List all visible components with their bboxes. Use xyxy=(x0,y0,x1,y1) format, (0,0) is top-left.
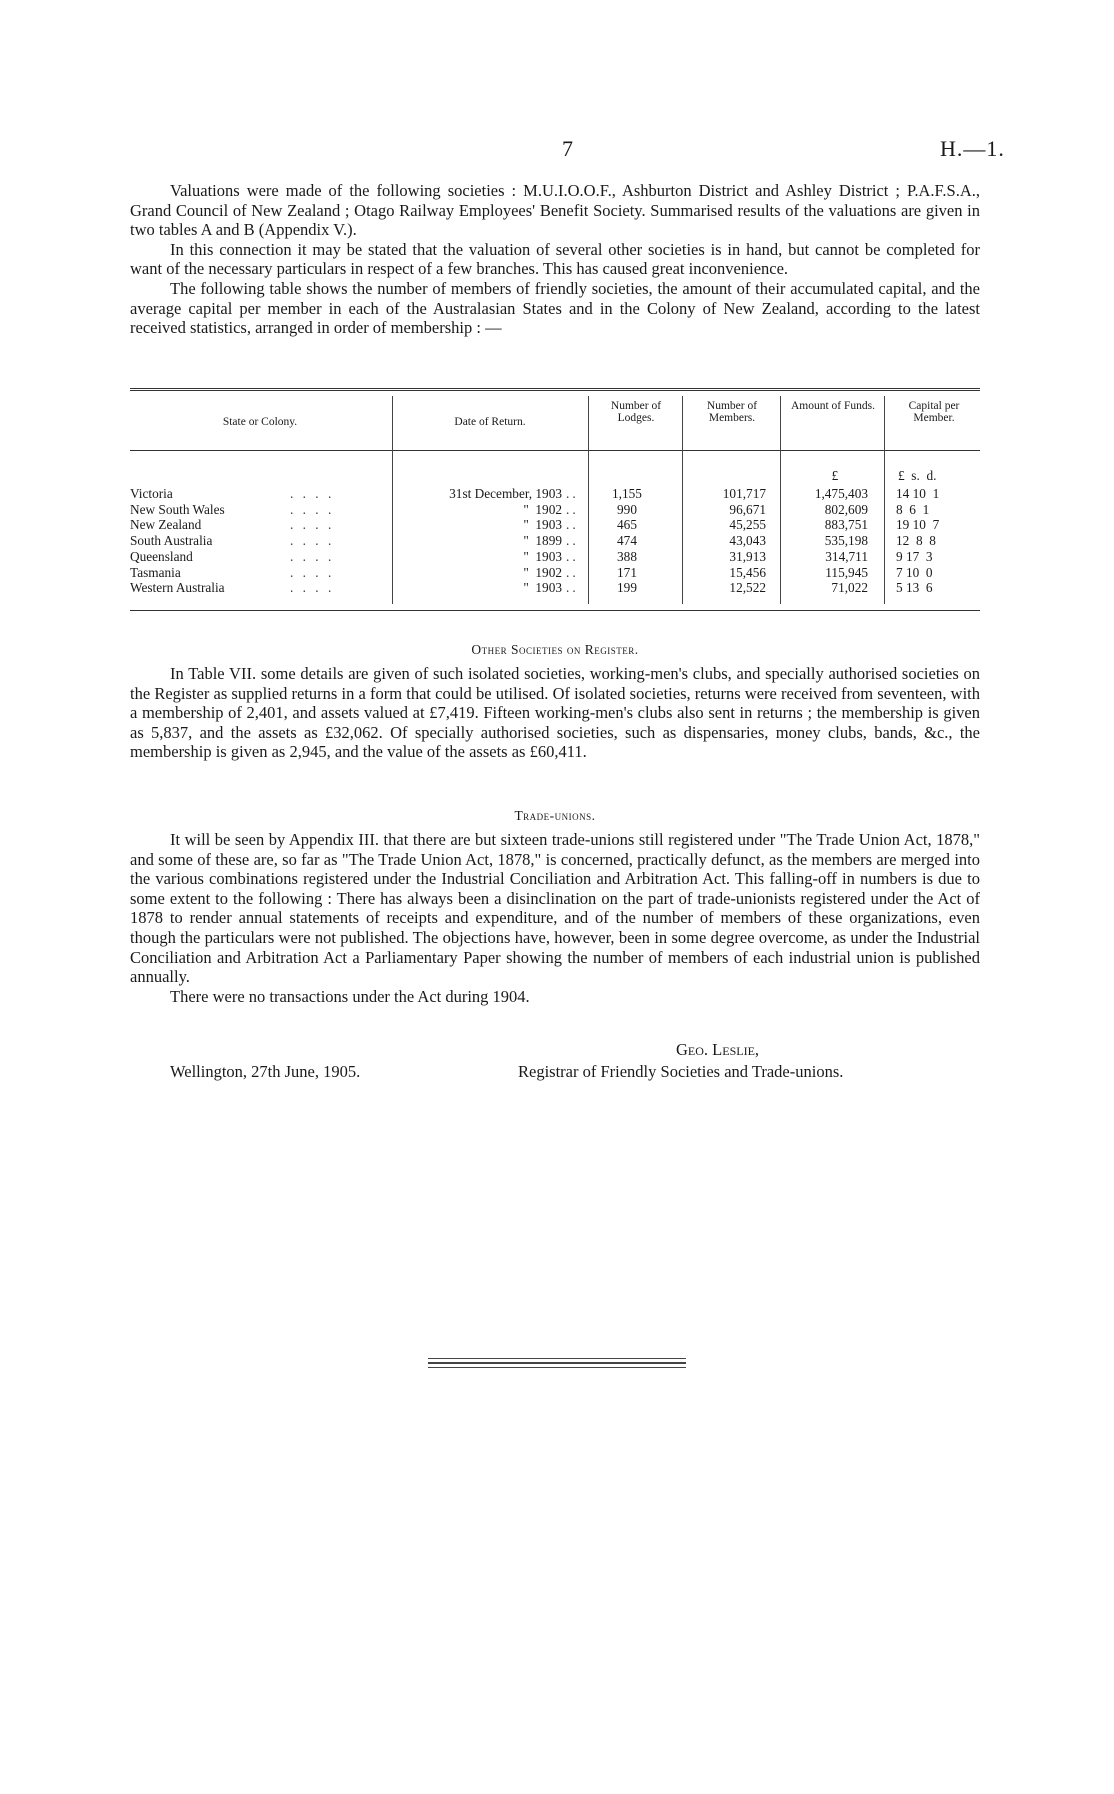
leader-dots: .. xyxy=(566,580,579,596)
leader-dots: .. xyxy=(566,517,579,533)
col-divider xyxy=(588,396,589,604)
header-date: Date of Return. xyxy=(454,416,526,428)
leader-dots: . . . . xyxy=(290,501,335,517)
table-cell-state: Victoria xyxy=(130,486,173,501)
table-cell-lodges: 474 xyxy=(617,533,637,549)
table-cell-state: Western Australia xyxy=(130,580,225,596)
table-cell-capital: 19 10 7 xyxy=(896,517,940,533)
table-cell-capital: 8 6 1 xyxy=(896,501,930,517)
table-cell-lodges: 171 xyxy=(617,564,637,580)
table-cell-state: South Australia xyxy=(130,533,213,549)
leader-dots: . . . . xyxy=(290,564,335,580)
table-cell-members: 101,717 xyxy=(722,486,766,501)
signature-title: Registrar of Friendly Societies and Trade-unions. xyxy=(518,1062,844,1081)
friendly-societies-table xyxy=(130,388,980,614)
paragraph-no-transactions: There were no transactions under the Act during 1904. xyxy=(170,986,530,1006)
table-cell-capital: 7 10 0 xyxy=(896,564,933,580)
table-cell-funds: 115,945 xyxy=(825,564,868,580)
table-cell-funds: 71,022 xyxy=(831,580,868,596)
paragraph-other-societies: In Table VII. some details are given of such isolated societies, working-men's clubs, and specially authorised societies on the Register as supplied returns in a form that could be utilised. Of isolated societies, returns were received from seventeen, with a membership of 2,401, and assets valued at £7,419. Fifteen working-men's clubs also sent in returns ; the membership is given as 5,837, and the assets as £32,062. Of specially authorised societies, such as dispensaries, money clubs, bands, &c., the membership is given as 2,945, and the value of the assets as £60,411. xyxy=(130,664,980,762)
col-divider xyxy=(780,396,781,604)
intro-text xyxy=(130,181,980,338)
table-cell-lodges: 388 xyxy=(617,548,637,564)
leader-dots: . . . . xyxy=(290,517,335,533)
header-capital: Capital per Member. xyxy=(908,400,960,424)
table-cell-members: 43,043 xyxy=(729,533,766,549)
leader-dots: . . . . xyxy=(290,533,335,549)
unit-capital: £ s. d. xyxy=(898,468,937,483)
table-cell-funds: 1,475,403 xyxy=(814,486,868,501)
table-header-rule xyxy=(130,450,980,451)
table-cell-funds: 883,751 xyxy=(824,517,868,533)
end-rule xyxy=(428,1358,686,1359)
paragraph-connection: In this connection it may be stated that the valuation of several other societies is in hand, but cannot be completed for want of the necessary particulars in respect of a few branches. This has caused great inconvenience. xyxy=(130,239,980,279)
table-cell-members: 31,913 xyxy=(729,548,766,564)
table-cell-members: 12,522 xyxy=(729,580,766,596)
table-cell-capital: 14 10 1 xyxy=(896,486,940,501)
leader-dots: . . . . xyxy=(290,486,335,501)
table-cell-date: " 1902 xyxy=(523,564,562,580)
table-cell-lodges: 465 xyxy=(617,517,637,533)
leader-dots: .. xyxy=(566,548,579,564)
signature-place-date: Wellington, 27th June, 1905. xyxy=(170,1062,361,1081)
table-cell-date: " 1903 xyxy=(523,580,562,596)
table-cell-date: " 1903 xyxy=(523,548,562,564)
table-cell-state: New South Wales xyxy=(130,501,225,517)
header-state: State or Colony. xyxy=(222,416,298,428)
leader-dots: .. xyxy=(566,564,579,580)
table-cell-lodges: 1,155 xyxy=(612,486,642,501)
unit-funds: £ xyxy=(831,468,839,483)
header-funds: Amount of Funds. xyxy=(790,400,876,412)
paragraph-trade-unions: It will be seen by Appendix III. that there are but sixteen trade-unions still registered under "The Trade Union Act, 1878," and some of these are, so far as "The Trade Union Act, 1878," is concerned, practically defunct, as the members are merged into the various combinations registered under the Industrial Conciliation and Arbitration Act. This falling-off in numbers is due to some extent to the following : There has always been a disinclination on the part of trade-unionists registered under the Act of 1878 to render annual statements of receipts and expenditure, and of the number of members of these organizations, even though the particulars were not published. The objections have, however, been in some degree overcome, as under the Industrial Conciliation and Arbitration Act a Parliamentary Paper showing the number of members of each industrial union is published annually. xyxy=(130,830,980,987)
table-cell-funds: 314,711 xyxy=(825,548,868,564)
leader-dots: . . . . xyxy=(290,548,335,564)
header-members: Number of Members. xyxy=(706,400,758,424)
table-top-rule xyxy=(130,388,980,389)
col-divider xyxy=(884,396,885,604)
table-top-rule-2 xyxy=(130,390,980,391)
page-number: 7 xyxy=(562,136,573,161)
table-cell-date: 31st December, 1903 xyxy=(449,486,562,501)
header-lodges: Number of Lodges. xyxy=(610,400,662,424)
leader-dots: .. xyxy=(566,533,579,549)
table-cell-lodges: 199 xyxy=(617,580,637,596)
trade-unions-text xyxy=(130,830,980,1006)
table-cell-lodges: 990 xyxy=(617,501,637,517)
page-reference: H.—1. xyxy=(940,136,1005,161)
leader-dots: .. xyxy=(566,501,579,517)
table-cell-members: 96,671 xyxy=(729,501,766,517)
paragraph-table-intro: The following table shows the number of members of friendly societies, the amount of their accumulated capital, and the average capital per member in each of the Australasian States and in the Colony of New Zealand, according to the latest received statistics, arranged in order of membership : — xyxy=(130,278,980,338)
table-cell-capital: 9 17 3 xyxy=(896,548,933,564)
other-societies-text xyxy=(130,664,980,762)
table-cell-date: " 1902 xyxy=(523,501,562,517)
end-rule xyxy=(428,1367,686,1368)
table-cell-state: New Zealand xyxy=(130,517,202,533)
table-cell-capital: 5 13 6 xyxy=(896,580,933,596)
table-cell-date: " 1899 xyxy=(523,533,562,549)
table-cell-state: Queensland xyxy=(130,548,193,564)
leader-dots: . . . . xyxy=(290,580,335,596)
leader-dots: .. xyxy=(566,486,579,501)
table-cell-capital: 12 8 8 xyxy=(896,533,936,549)
col-divider xyxy=(392,396,393,604)
table-cell-members: 15,456 xyxy=(729,564,766,580)
table-bottom-rule xyxy=(130,610,980,611)
table-cell-members: 45,255 xyxy=(729,517,766,533)
table-cell-date: " 1903 xyxy=(523,517,562,533)
table-cell-state: Tasmania xyxy=(130,564,181,580)
table-cell-funds: 802,609 xyxy=(824,501,868,517)
heading-other-societies: Other Societies on Register. xyxy=(471,642,639,657)
col-divider xyxy=(682,396,683,604)
heading-trade-unions: Trade-unions. xyxy=(514,808,596,823)
signature-name: Geo. Leslie, xyxy=(676,1040,760,1059)
paragraph-valuations: Valuations were made of the following societies : M.U.I.O.O.F., Ashburton District and Ashley District ; P.A.F.S.A., Grand Council of New Zealand ; Otago Railway Employees' Benefit Society. Summarised results of the valuations are given in two tables A and B (Appendix V.). xyxy=(130,181,980,240)
table-cell-funds: 535,198 xyxy=(824,533,868,549)
end-rule-thick xyxy=(428,1362,686,1364)
